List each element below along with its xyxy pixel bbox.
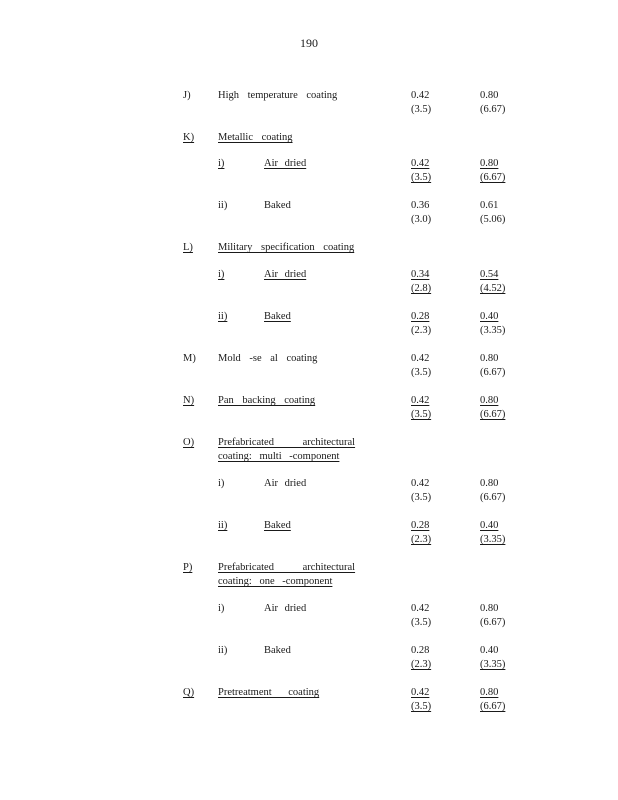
limit-value-a	[411, 477, 431, 505]
sub-entry-title: Baked	[264, 311, 291, 322]
sub-entry-index: ii)	[218, 200, 228, 211]
value-secondary: (6.67)	[480, 492, 506, 503]
limit-value-a	[411, 352, 431, 380]
sub-entry-title: Baked	[264, 520, 291, 531]
value-secondary: (6.67)	[480, 617, 506, 628]
limit-value-a	[411, 394, 435, 422]
value-primary: 0.40	[480, 311, 499, 322]
sub-entry-title: Air dried	[264, 603, 307, 614]
limit-value-a	[411, 519, 435, 547]
limit-value-b	[480, 644, 509, 672]
value-primary: 0.42	[411, 90, 430, 101]
sub-entry-index: i)	[218, 158, 225, 169]
sub-entry-index: i)	[218, 603, 225, 614]
sub-entry-title: Air dried	[264, 158, 307, 169]
limit-value-b	[480, 310, 505, 338]
value-primary: 0.28	[411, 645, 430, 656]
entry-title: High temperature coating	[218, 90, 338, 101]
value-secondary: (3.5)	[411, 701, 432, 712]
sub-entry-title: Baked	[264, 200, 291, 211]
value-secondary: (3.5)	[411, 367, 432, 378]
value-primary: 0.80	[480, 158, 499, 169]
entry-title-line: coating: one -component	[218, 576, 333, 587]
sub-entry-title: Air dried	[264, 269, 307, 280]
entry-letter: K)	[183, 132, 195, 143]
value-secondary: (4.52)	[480, 283, 506, 294]
limit-value-b	[480, 477, 505, 505]
sub-entry-index: i)	[218, 478, 225, 489]
limit-value-a	[411, 310, 433, 338]
value-primary: 0.61	[480, 200, 499, 211]
entry-letter: O)	[183, 437, 195, 448]
sub-entry-index: ii)	[218, 520, 228, 531]
value-secondary: (3.35)	[480, 659, 506, 670]
value-primary: 0.54	[480, 269, 499, 280]
sub-entry-title: Baked	[264, 645, 291, 656]
limit-value-a	[411, 157, 435, 185]
value-secondary: (3.5)	[411, 172, 432, 183]
entry-letter: N)	[183, 395, 195, 406]
page-number: 190	[300, 36, 318, 50]
value-secondary: (3.35)	[480, 325, 506, 336]
entry-title-line: coating: multi -component	[218, 451, 340, 462]
value-primary: 0.80	[480, 353, 499, 364]
value-secondary: (3.0)	[411, 214, 432, 225]
limit-value-a	[411, 686, 435, 714]
entry-letter: L)	[183, 242, 193, 253]
value-primary: 0.80	[480, 395, 499, 406]
sub-entry-index: i)	[218, 269, 225, 280]
limit-value-a	[411, 89, 431, 117]
limit-value-b	[480, 268, 509, 296]
value-primary: 0.40	[480, 520, 499, 531]
limit-value-b	[480, 89, 505, 117]
value-primary: 0.42	[411, 158, 430, 169]
limit-value-a	[411, 268, 435, 296]
entry-title: Pretreatment coating	[218, 687, 320, 698]
value-secondary: (6.67)	[480, 701, 506, 712]
sub-entry-index: ii)	[218, 645, 228, 656]
value-secondary: (3.35)	[480, 534, 506, 545]
value-primary: 0.80	[480, 478, 499, 489]
limit-value-b	[480, 686, 509, 714]
value-secondary: (2.3)	[411, 534, 432, 545]
value-primary: 0.80	[480, 603, 499, 614]
value-secondary: (6.67)	[480, 104, 506, 115]
value-primary: 0.42	[411, 395, 430, 406]
entry-letter: J)	[183, 90, 191, 101]
value-secondary: (6.67)	[480, 367, 506, 378]
limit-value-b	[480, 352, 505, 380]
value-secondary: (6.67)	[480, 172, 506, 183]
value-primary: 0.34	[411, 269, 430, 280]
value-secondary: (3.5)	[411, 104, 432, 115]
value-secondary: (3.5)	[411, 492, 432, 503]
entry-letter: Q)	[183, 687, 195, 698]
value-secondary: (6.67)	[480, 409, 506, 420]
sub-entry-index: ii)	[218, 311, 228, 322]
value-primary: 0.42	[411, 353, 430, 364]
value-primary: 0.36	[411, 200, 430, 211]
value-secondary: (3.5)	[411, 617, 432, 628]
value-secondary: (2.8)	[411, 283, 432, 294]
value-primary: 0.28	[411, 311, 430, 322]
entry-title	[218, 436, 388, 464]
value-secondary: (2.3)	[411, 659, 432, 670]
limit-value-a	[411, 602, 431, 630]
entry-title-line: Prefabricated architectural	[218, 562, 356, 573]
entry-letter: M)	[183, 353, 196, 364]
limit-value-b	[480, 199, 505, 227]
entry-title-line: Prefabricated architectural	[218, 437, 356, 448]
value-primary: 0.80	[480, 687, 499, 698]
limit-value-a	[411, 644, 435, 672]
limit-value-b	[480, 157, 509, 185]
entry-title: Metallic coating	[218, 132, 293, 143]
value-primary: 0.42	[411, 603, 430, 614]
entry-title	[218, 561, 388, 589]
value-secondary: (3.5)	[411, 409, 432, 420]
value-primary: 0.28	[411, 520, 430, 531]
entry-letter: P)	[183, 562, 193, 573]
limit-value-a	[411, 199, 431, 227]
value-primary: 0.42	[411, 478, 430, 489]
limit-value-b	[480, 602, 505, 630]
entry-title: Pan backing coating	[218, 395, 316, 406]
value-secondary: (2.3)	[411, 325, 432, 336]
value-secondary: (5.06)	[480, 214, 506, 225]
value-primary: 0.40	[480, 645, 499, 656]
entry-title: Military specification coating	[218, 242, 355, 253]
limit-value-b	[480, 519, 509, 547]
sub-entry-title: Air dried	[264, 478, 307, 489]
value-primary: 0.42	[411, 687, 430, 698]
limit-value-b	[480, 394, 509, 422]
entry-title: Mold -se al coating	[218, 353, 318, 364]
value-primary: 0.80	[480, 90, 499, 101]
